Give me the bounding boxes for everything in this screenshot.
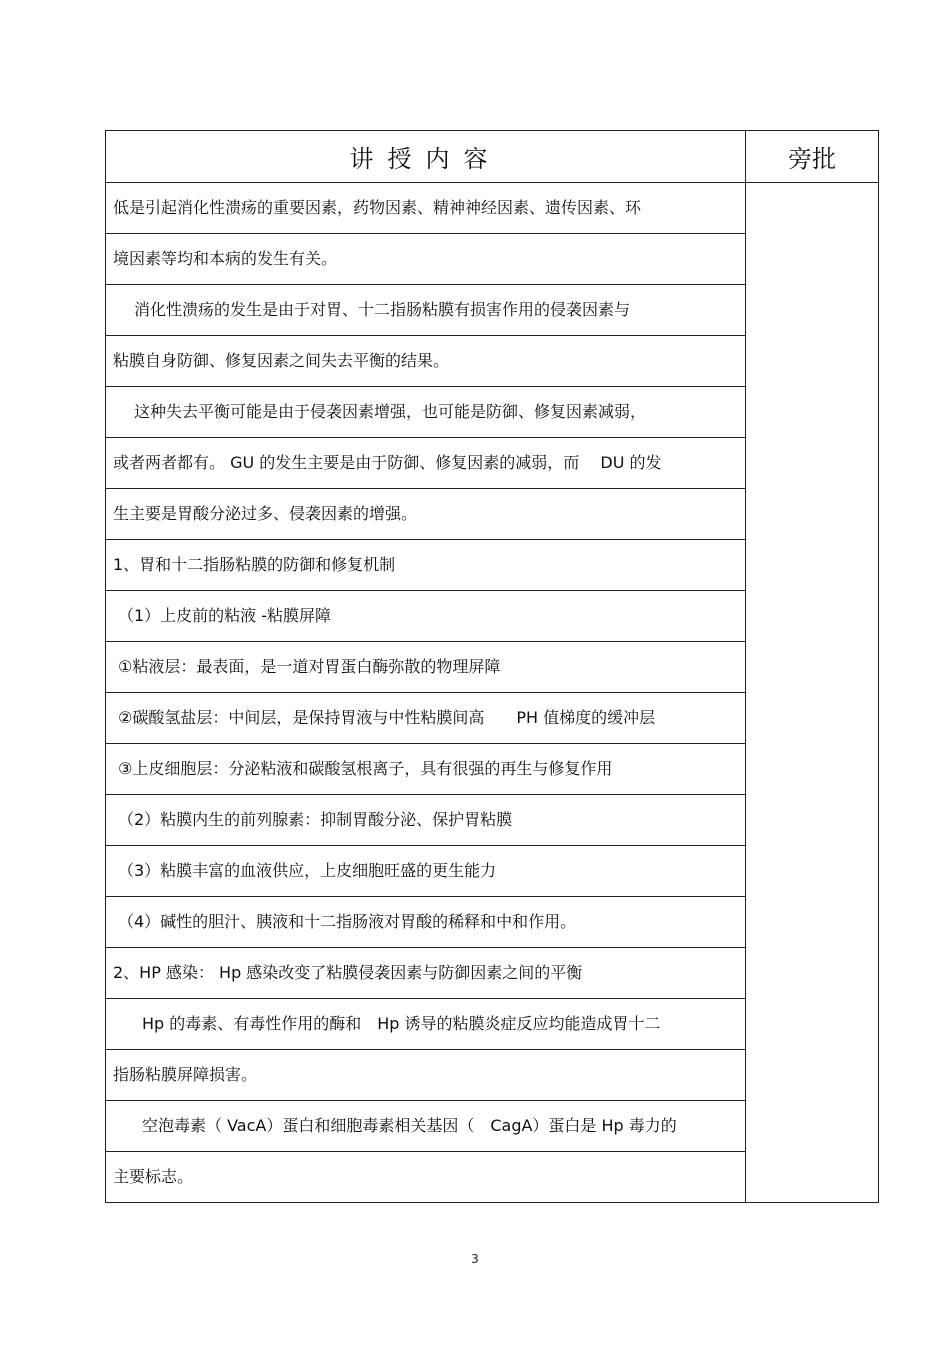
subsection-heading: （2）粘膜内生的前列腺素：抑制胃酸分泌、保护胃粘膜 bbox=[106, 795, 746, 846]
content-line: 消化性溃疡的发生是由于对胃、十二指肠粘膜有损害作用的侵袭因素与 bbox=[106, 285, 746, 336]
content-line: ③上皮细胞层：分泌粘液和碳酸氢根离子，具有很强的再生与修复作用 bbox=[106, 744, 746, 795]
content-line: 主要标志。 bbox=[106, 1152, 746, 1203]
content-line: 这种失去平衡可能是由于侵袭因素增强，也可能是防御、修复因素减弱， bbox=[106, 387, 746, 438]
header-lecture-content: 讲授内容 bbox=[106, 131, 746, 183]
content-line: 生主要是胃酸分泌过多、侵袭因素的增强。 bbox=[106, 489, 746, 540]
page-number: 3 bbox=[471, 1252, 479, 1266]
content-line: ①粘液层：最表面，是一道对胃蛋白酶弥散的物理屏障 bbox=[106, 642, 746, 693]
subsection-heading: （4）碱性的胆汁、胰液和十二指肠液对胃酸的稀释和中和作用。 bbox=[106, 897, 746, 948]
content-line: 指肠粘膜屏障损害。 bbox=[106, 1050, 746, 1101]
side-notes-cell bbox=[746, 183, 879, 1203]
subsection-heading: （1）上皮前的粘液 -粘膜屏障 bbox=[106, 591, 746, 642]
lesson-table bbox=[105, 130, 879, 1203]
content-line: 境因素等均和本病的发生有关。 bbox=[106, 234, 746, 285]
table-row bbox=[106, 183, 879, 234]
content-line: 低是引起消化性溃疡的重要因素，药物因素、精神神经因素、遗传因素、环 bbox=[106, 183, 746, 234]
content-line: 或者两者都有。 GU 的发生主要是由于防御、修复因素的减弱，而 DU 的发 bbox=[106, 438, 746, 489]
section-heading: 2、HP 感染： Hp 感染改变了粘膜侵袭因素与防御因素之间的平衡 bbox=[106, 948, 746, 999]
content-line: 粘膜自身防御、修复因素之间失去平衡的结果。 bbox=[106, 336, 746, 387]
content-line: Hp 的毒素、有毒性作用的酶和 Hp 诱导的粘膜炎症反应均能造成胃十二 bbox=[106, 999, 746, 1050]
subsection-heading: （3）粘膜丰富的血液供应，上皮细胞旺盛的更生能力 bbox=[106, 846, 746, 897]
content-line: ②碳酸氢盐层：中间层，是保持胃液与中性粘膜间高 PH 值梯度的缓冲层 bbox=[106, 693, 746, 744]
table-header-row bbox=[106, 131, 879, 183]
content-line: 空泡毒素（ VacA）蛋白和细胞毒素相关基因（ CagA）蛋白是 Hp 毒力的 bbox=[106, 1101, 746, 1152]
header-side-notes: 旁批 bbox=[746, 131, 879, 183]
section-heading: 1、胃和十二指肠粘膜的防御和修复机制 bbox=[106, 540, 746, 591]
